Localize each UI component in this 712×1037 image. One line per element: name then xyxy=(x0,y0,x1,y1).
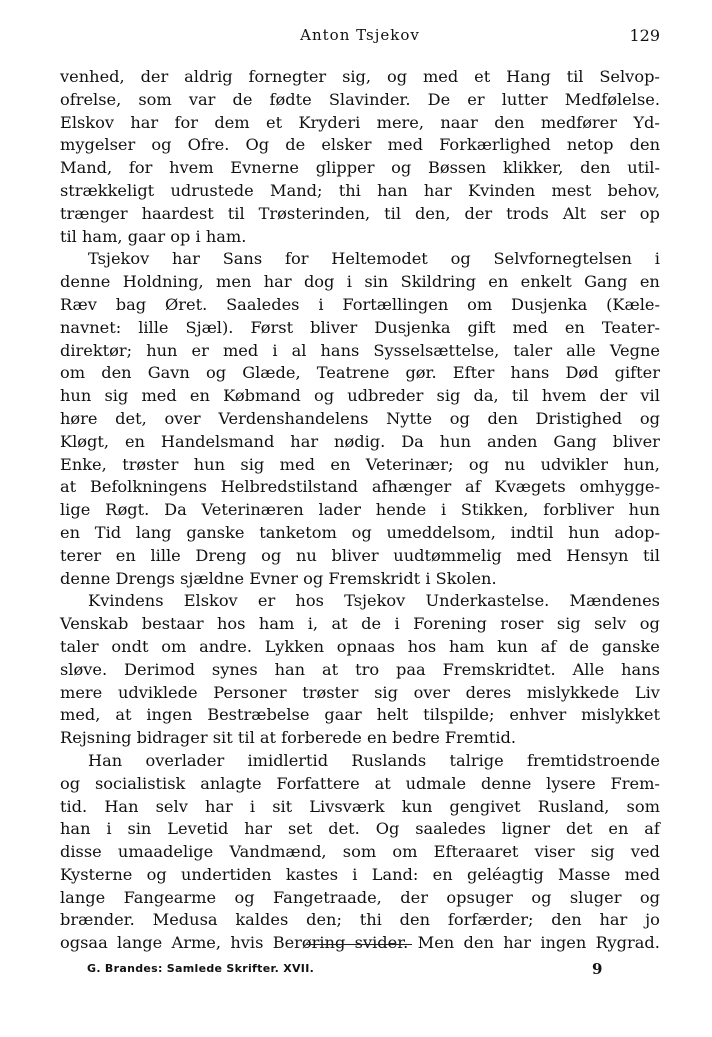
text-line: navnet: lille Sjæl). Først bliver Dusjenka gift med en Teater- xyxy=(60,317,660,337)
text-line: disse umaadelige Vandmænd, som om Efteraaret viser sig ved xyxy=(60,842,660,862)
text-line: denne Drengs sjældne Evner og Fremskridt i Skolen. xyxy=(60,568,497,588)
text-line: direktør; hun er med i al hans Sysselsættelse, taler alle Vegne xyxy=(60,340,660,360)
text-line: om den Gavn og Glæde, Teatrene gør. Efter hans Død gifter xyxy=(60,363,660,383)
body-text xyxy=(60,66,660,955)
text-line: mygelser og Ofre. Og de elsker med Forkærlighed netop den xyxy=(60,135,660,155)
text-line: Enke, trøster hun sig med en Veterinær; og nu udvikler hun, xyxy=(60,454,660,474)
page-footer xyxy=(87,962,617,982)
text-line: sløve. Derimod synes han at tro paa Fremskridtet. Alle hans xyxy=(60,659,660,679)
text-line: med, at ingen Bestræbelse gaar helt tilspilde; enhver mislykket xyxy=(60,705,660,725)
text-line: strækkeligt udrustede Mand; thi han har Kvinden mest behov, xyxy=(60,180,660,200)
text-line: taler ondt om andre. Lykken opnaas hos ham kun af de ganske xyxy=(60,636,660,656)
section-rule xyxy=(306,944,412,945)
text-line: Tsjekov har Sans for Heltemodet og Selvfornegtelsen i xyxy=(88,249,660,269)
text-line: ogsaa lange Arme, hvis Berøring svider. Men den har ingen Rygrad. xyxy=(60,933,660,953)
text-line: Han overlader imidlertid Ruslands talrige fremtidstroende xyxy=(88,750,660,770)
text-line: venhed, der aldrig fornegter sig, og med et Hang til Selvop- xyxy=(60,67,660,86)
text-line: Kløgt, en Handelsmand har nødig. Da hun anden Gang bliver xyxy=(60,431,660,451)
text-line: Elskov har for dem et Kryderi mere, naar den medfører Yd- xyxy=(60,112,660,132)
text-line: han i sin Levetid har set det. Og saaledes ligner det en af xyxy=(60,819,660,839)
text-line: denne Holdning, men har dog i sin Skildring en enkelt Gang en xyxy=(60,272,660,292)
signature: G. Brandes: Samlede Skrifter. XVII. xyxy=(87,962,315,975)
page-number: 129 xyxy=(629,26,660,45)
text-line: høre det, over Verdenshandelens Nytte og den Dristighed og xyxy=(60,408,660,428)
sheet-number: 9 xyxy=(592,960,603,978)
text-line: Ræv bag Øret. Saaledes i Fortællingen om Dusjenka (Kæle- xyxy=(60,294,660,314)
page-header xyxy=(60,26,660,50)
text-line: ofrelse, som var de fødte Slavinder. De er lutter Medfølelse. xyxy=(60,89,660,109)
text-line: en Tid lang ganske tanketom og umeddelsom, indtil hun adop- xyxy=(60,522,660,542)
text-line: terer en lille Dreng og nu bliver uudtømmelig med Hensyn til xyxy=(60,545,660,565)
text-line: Rejsning bidrager sit til at forberede en bedre Fremtid. xyxy=(60,728,517,748)
text-line: lange Fangearme og Fangetraade, der opsuger og sluger og xyxy=(60,887,660,907)
text-line: trænger haardest til Trøsterinden, til den, der trods Alt ser op xyxy=(60,203,660,223)
text-line: at Befolkningens Helbredstilstand afhænger af Kvægets omhygge- xyxy=(60,477,660,497)
text-line: til ham, gaar op i ham. xyxy=(60,226,247,246)
text-line: og socialistisk anlagte Forfattere at udmale denne lysere Frem- xyxy=(60,773,660,793)
text-line: tid. Han selv har i sit Livsværk kun gengivet Rusland, som xyxy=(60,796,660,816)
text-line: Mand, for hvem Evnerne glipper og Bøssen klikker, den util- xyxy=(60,158,660,178)
text-line: brænder. Medusa kaldes den; thi den forfærder; den har jo xyxy=(60,910,660,930)
text-line: Kvindens Elskov er hos Tsjekov Underkastelse. Mændenes xyxy=(88,591,660,611)
text-line: mere udviklede Personer trøster sig over deres mislykkede Liv xyxy=(60,682,660,702)
text-line: hun sig med en Købmand og udbreder sig da, til hvem der vil xyxy=(60,386,660,406)
text-line: Venskab bestaar hos ham i, at de i Forening roser sig selv og xyxy=(60,614,660,634)
running-title: Anton Tsjekov xyxy=(300,26,420,44)
text-line: Kysterne og undertiden kastes i Land: en geléagtig Masse med xyxy=(60,864,660,884)
text-line: lige Røgt. Da Veterinæren lader hende i Stikken, forbliver hun xyxy=(60,500,660,520)
